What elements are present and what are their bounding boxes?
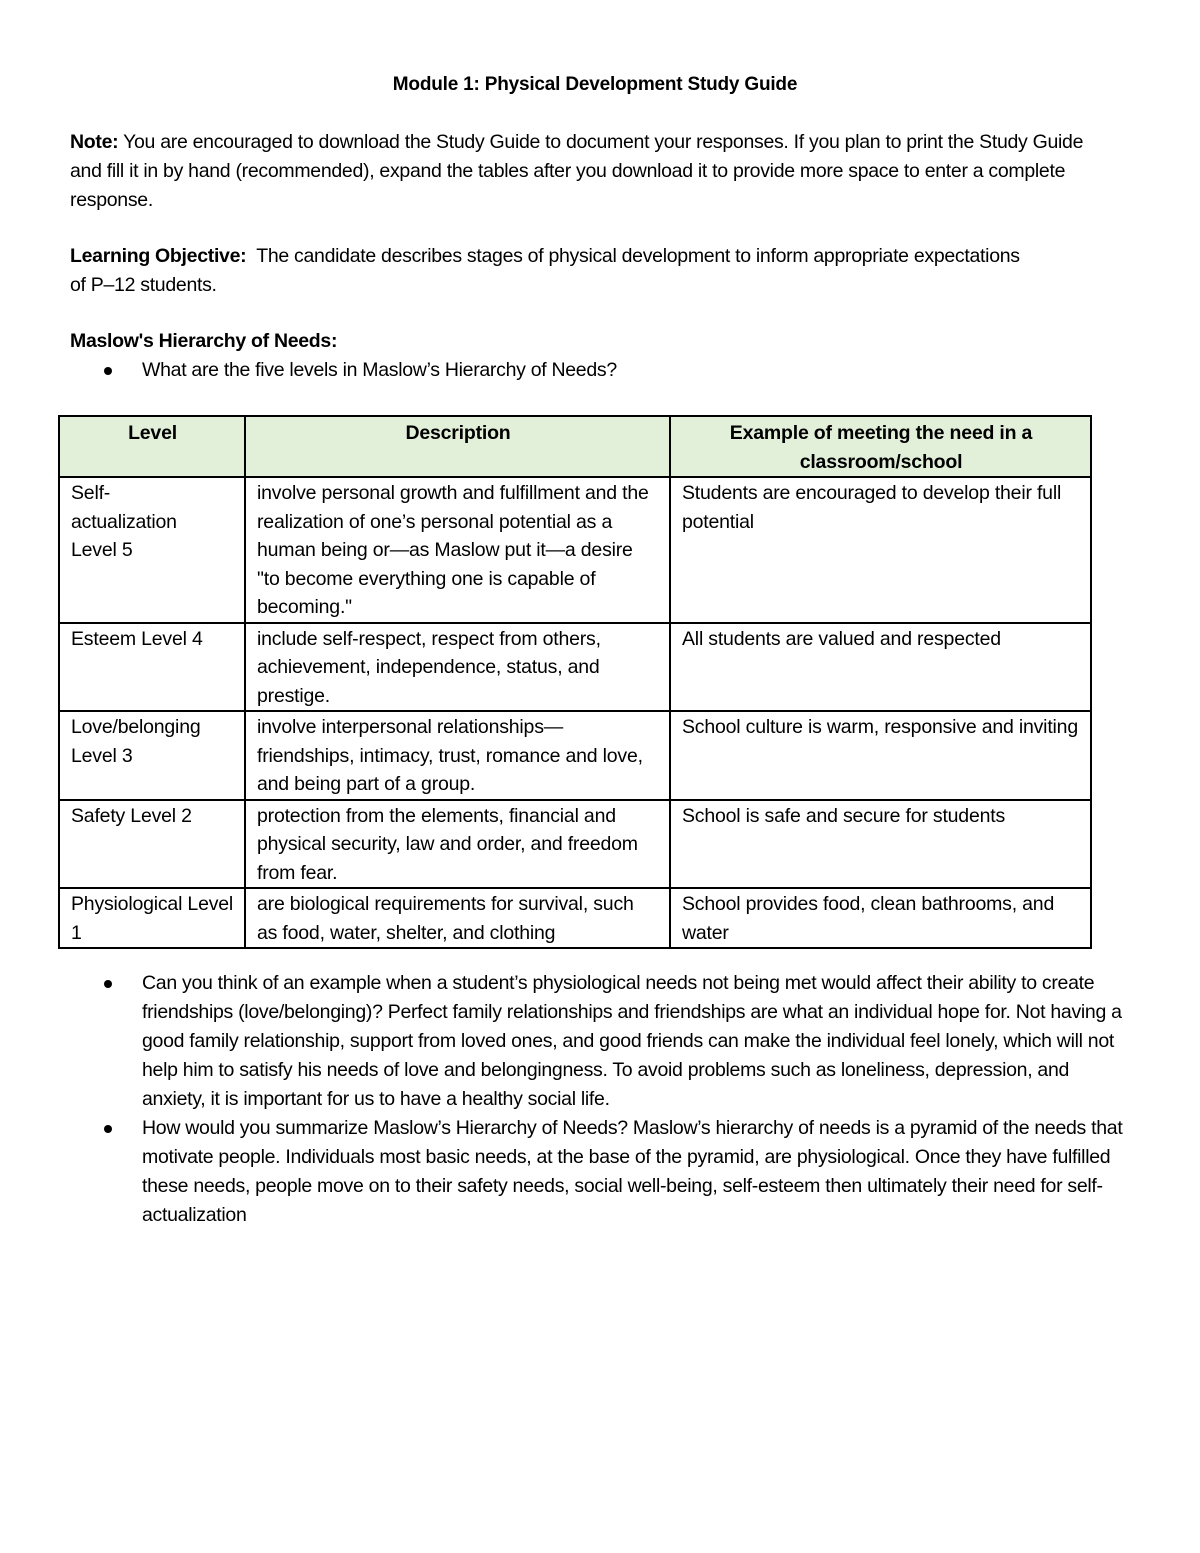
document-page	[70, 70, 1120, 385]
section-heading	[70, 327, 1120, 356]
learning-objective-paragraph	[70, 242, 1030, 300]
cell-example: All students are valued and respected	[670, 623, 1091, 712]
followup-item	[70, 1114, 1130, 1230]
cell-level	[59, 477, 245, 623]
bullet-icon	[104, 1125, 112, 1133]
question-text: What are the five levels in Maslow’s Hierarchy of Needs?	[142, 359, 617, 381]
followup-section	[70, 969, 1130, 1230]
header-level: Level	[59, 416, 245, 477]
table-row	[59, 888, 1091, 948]
note-text: You are encouraged to download the Study Guide to document your responses. If you plan to print the Study Guide and fill it in by hand (recommended), expand the tables after you download it to provide more space to enter a complete response.	[70, 131, 1084, 211]
table-row	[59, 623, 1091, 712]
table-header-row	[59, 416, 1091, 477]
cell-example: School is safe and secure for students	[670, 800, 1091, 889]
cell-level: Love/belonging Level 3	[59, 711, 245, 800]
cell-level: Esteem Level 4	[59, 623, 245, 712]
level-text: Self-actualization Level 5	[71, 482, 177, 561]
cell-example: School culture is warm, responsive and inviting	[670, 711, 1091, 800]
header-description: Description	[245, 416, 670, 477]
section-heading-text: Maslow's Hierarchy of Needs:	[70, 330, 338, 352]
followup-question-list	[70, 969, 1130, 1230]
question-item	[0, 356, 1120, 385]
bullet-icon	[104, 980, 112, 988]
followup-text: How would you summarize Maslow’s Hierarchy of Needs? Maslow’s hierarchy of needs is a pyramid of the needs that motivate people. Individuals most basic needs, at the base of the pyramid, are physiological. Once they have fulfilled these needs, people move on to their safety needs, social well-being, self-esteem then ultimately their need for self-actualization	[142, 1117, 1123, 1226]
followup-text: Can you think of an example when a student’s physiological needs not being met would affect their ability to create friendships (love/belonging)? Perfect family relationships and friendships are what an individual hope for. Not having a good family relationship, support from loved ones, and good friends can make the individual feel lonely, which will not help him to satisfy his needs of love and belongingness. To avoid problems such as loneliness, depression, and anxiety, it is important for us to have a healthy social life.	[142, 972, 1122, 1110]
table-row	[59, 800, 1091, 889]
bullet-icon	[104, 367, 112, 375]
question-list	[0, 356, 1120, 385]
header-example: Example of meeting the need in a classroom/school	[670, 416, 1091, 477]
table-row	[59, 477, 1091, 623]
cell-description: involve personal growth and fulfillment and the realization of one’s personal potential as a human being or—as Maslow put it—a desire "to become everything one is capable of becoming."	[245, 477, 670, 623]
learning-objective-text: The candidate describes stages of physical development to inform appropriate expectations of P–12 students.	[70, 245, 1025, 296]
cell-example: School provides food, clean bathrooms, and water	[670, 888, 1091, 948]
cell-example: Students are encouraged to develop their full potential	[670, 477, 1091, 623]
maslow-needs-table	[58, 415, 1092, 949]
cell-description: are biological requirements for survival, such as food, water, shelter, and clothing	[245, 888, 670, 948]
page-title: Module 1: Physical Development Study Guide	[392, 74, 798, 95]
note-label: Note:	[70, 131, 119, 153]
cell-description: involve interpersonal relationships—friendships, intimacy, trust, romance and love, and being part of a group.	[245, 711, 670, 800]
followup-item	[70, 969, 1130, 1114]
cell-description: include self-respect, respect from others, achievement, independence, status, and prestige.	[245, 623, 670, 712]
cell-description: protection from the elements, financial and physical security, law and order, and freedom from fear.	[245, 800, 670, 889]
learning-objective-label: Learning Objective:	[70, 245, 247, 267]
cell-level: Physiological Level 1	[59, 888, 245, 948]
note-paragraph	[70, 128, 1110, 215]
cell-level: Safety Level 2	[59, 800, 245, 889]
table-row	[59, 711, 1091, 800]
